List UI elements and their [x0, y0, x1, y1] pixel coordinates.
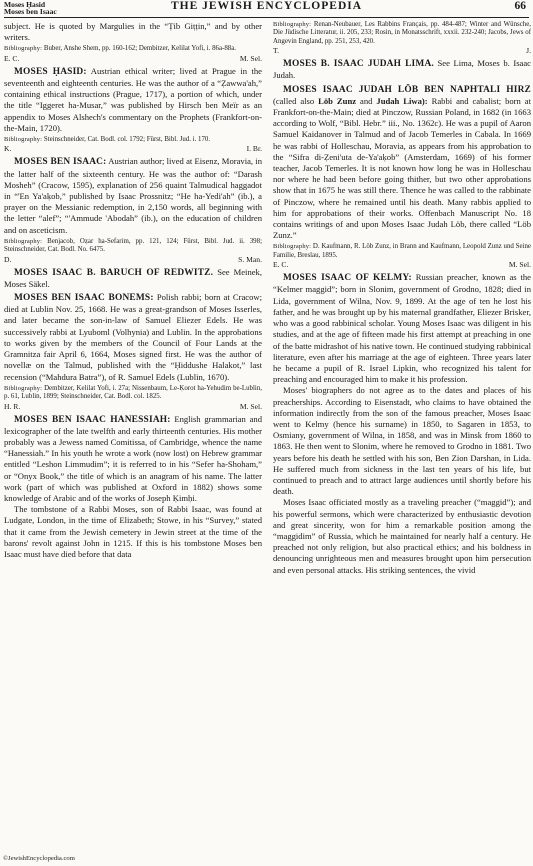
left-column — [4, 21, 262, 560]
bibliography — [273, 21, 531, 46]
editor-initials: K. — [4, 144, 12, 154]
editor-initials: H. R. — [4, 401, 21, 411]
signature — [4, 54, 262, 63]
bibliography — [4, 45, 262, 53]
bibliography — [4, 136, 262, 144]
bibliography-text: D. Kaufmann, R. Löb Zunz, in Brann and Kaufmann, Leopold Zunz und Seine Familie, Breslau, 1895. — [273, 243, 531, 259]
entry-text: and — [360, 95, 373, 106]
bibliography — [273, 243, 531, 260]
cross-reference[interactable]: See Lima, Moses b. Isaac Judah. — [273, 58, 531, 81]
signature — [4, 255, 262, 264]
author-initials: S. Man. — [238, 254, 262, 264]
bibliography-label: Bibliography: — [273, 243, 312, 251]
entry-text: Russian preacher, known as the “Kelmer maggid”; born in Slonim, government of Grodno, 1828; died in Lida, government of Wilna, Nov. 9, 1899. At the age of ten he lost his father, and he was brought up by his maternal grandfather, Eliezer Brisker, who was a good rabbinical scholar. Young Moses Isaac was diligent in his studies, and at the age of fifteen made his first attempt at preaching in one of the batte midrashot of his native town. He continued studying rabbinical literature, even after his marriage at the age of eighteen. Three years later he became a pupil of R. Israel Lipkin, who recognized his talent for preaching and encouraged him to make it his profession. — [273, 272, 531, 385]
headword: MOSES BEN ISAAC HANESSIAH: — [14, 414, 171, 425]
headword: MOSES B. ISAAC JUDAH LIMA. — [283, 59, 434, 70]
page-number: 66 — [514, 0, 526, 12]
bibliography — [4, 238, 262, 255]
alias: Löb Zunz — [318, 95, 357, 106]
bibliography-text: Benjacob, Oẓar ha-Sefarim, pp. 121, 124; Fürst, Bibl. Jud. ii. 398; Steinschneider, Cat. Bodl. No. 6475. — [4, 237, 262, 254]
author-initials: J. — [526, 46, 531, 56]
bibliography-text: Buber, Anshe Shem, pp. 160-162; Dembitzer, Kelilat Yofi, i. 86a-88a. — [43, 45, 237, 53]
author-initials: M. Sel. — [508, 260, 531, 270]
headword: MOSES ḤASID: — [14, 66, 87, 77]
entry-text: Austrian author; lived at Eisenz, Moravia, in the latter half of the sixteenth century. He was the author of: “Darash Mosheh” (Cracow, 1595), explanation of 256 quaint Talmudical haggadot in “'En Ya'aḳob,” published by Isaac Prossnitz; “He ha-Yedi'ah” (ib.), a prayer on the Messianic redemption, in 2,150 words, all beginning with the letter “alef”; “'Ammude 'Abodah” (ib.), on the education of children and on asceticism. — [4, 156, 262, 235]
entry-moses-ben-isaac — [4, 156, 262, 235]
entry-moses-isaac-of-kelmy — [273, 272, 531, 385]
editor-initials: E. C. — [273, 260, 289, 270]
entry-text: English grammarian and lexicographer of the late twelfth and early thirteenth centuries. His mother probably was a Jewess named Comitissa, of Cambridge, whence the name “Hanessiah.” In his youth he wrote a work (now lost) on Hebrew grammar entitled “Leshon Limmudim”; it is referred to in his “Sefer ha-Shoham,” or “Onyx Book,” the title of which is an anagram of his name. The latter work (part of which was published at Oxford in 1882) shows some knowledge of Arabic and of the works of Joseph Ḳimḥi. — [4, 413, 262, 503]
editor-initials: T. — [273, 46, 279, 56]
headword: MOSES BEN ISAAC: — [14, 157, 107, 168]
entry-text: (called also — [273, 95, 315, 106]
signature — [4, 144, 262, 153]
entry-moses-isaac-b-baruch — [4, 267, 262, 290]
author-initials: M. Sel. — [239, 53, 262, 63]
entry-paragraph: Moses Isaac officiated mostly as a traveling preacher (“maggid”); and his powerful sermons, which were characterized by enthusiastic devotion and great sincerity, won for him a remarkable position among the “maggidim” of Russia, which he maintained for nearly half a century. He preached not only religion, but also practical ethics; and his boldness in denouncing unrighteous men and measures brought upon him persecution and even personal attacks. His striking sentences, the vivid — [273, 497, 531, 575]
entry-text: Austrian ethical writer; lived at Prague in the seventeenth and eighteenth centuries. He was the author of a “Ẓawwa'ah,” containing ethical instructions (Prague, 1717), a portion of which, under the title “Iggeret ha-Musar,” was published by Hirsch ben Meïr as an appendix to Moses Alshech's commentary on the Prophets (Frankfort-on-the-Main, 1720). — [4, 65, 262, 133]
signature — [273, 260, 531, 269]
bibliography-label: Bibliography: — [4, 237, 43, 245]
bibliography-label: Bibliography: — [4, 384, 43, 392]
entry-moses-isaac-judah-lob — [273, 84, 531, 242]
bibliography — [4, 385, 262, 402]
entry-paragraph: The tombstone of a Rabbi Moses, son of Rabbi Isaac, was found at Ludgate, London, in the time of Elizabeth; Stowe, in his “Survey,” stated that it came from the Jewish cemetery in Jewin street at the time of the barons' revolt against John in 1215. If this is his tombstone Moses ben Isaac must have died before that data — [4, 504, 262, 559]
headword: MOSES BEN ISAAC BONEMS: — [14, 293, 154, 304]
entry-moses-hasid — [4, 66, 262, 134]
headword: MOSES ISAAC JUDAH LÖB BEN NAPHTALI HIRZ — [283, 84, 531, 95]
cross-reference[interactable]: See Meinek, Moses Säkel. — [4, 266, 263, 289]
entry-text: Rabbi and cabalist; born at Frankfort-on-the-Main; died at Pinczow, Russian Poland, in 1682 (in 1663 according to Wolf, “Bibl. Hebr.” iii., No. 1362c). He was a pupil of Aaron Samuel Kaidanover in Talmud and of Jacob Temerles in Cabala. In 1669 he was rabbi of Holleschau, Moravia, as appears from his approbation to the “Sifra di-Ẓeni'uta de-Ya'aḳob” (Amsterdam, 1669) of his former teacher, Jacob Temerles. It is not known how long he was in Holleschau nor where he had been before going thither, but two other approbations show that in 1675 he was still there. Thence he was called to the rabbinate of Pinczow, where he remained until his death. Many rabbis applied to him for approbations of their works. Offenbach Manuscript No. 18 contains writings of and upon Moses Isaac Judah Löb, there called “Löb Zunz.” — [273, 95, 531, 241]
right-column — [273, 21, 531, 576]
headword: MOSES ISAAC B. BARUCH OF REDWITZ. — [14, 267, 214, 278]
page-title: THE JEWISH ENCYCLOPEDIA — [170, 0, 363, 12]
bibliography-text: Renan-Neubauer, Les Rabbins Français, pp. 484-487; Winter and Wünsche, Die Jüdische Litteratur, ii. 205, 233; Rosin, in Monatsschrift, xxxii. 232-240; Jacobs, Jews of Angevin England, pp. 251, 253, 420. — [273, 21, 531, 45]
bibliography-label: Bibliography: — [4, 45, 43, 53]
bibliography-label: Bibliography: — [273, 21, 312, 28]
entry-moses-b-isaac-judah-lima — [273, 58, 531, 81]
entry-text: Polish rabbi; born at Cracow; died at Lublin Nov. 25, 1668. He was a great-grandson of Moses Isserles, and later became the son-in-law of Samuel Eliezer Edels. He was successively rabbi at Lyuboml (Volhynia) and Lublin. In the approbations to works given by the members of the Council of Four Lands at the Gramnitza fair April 6, 1664, Moses signed first. He was the author of novellæ on the Talmud, published with the “Ḥiddushe Halakot,” last recension (“Mahdura Batra”), of R. Samuel Edels (Lublin, 1670). — [4, 292, 263, 382]
editor-initials: E. C. — [4, 53, 20, 63]
page-header — [4, 0, 529, 16]
running-head-line-1: Moses Ḥasid — [4, 0, 46, 9]
header-rule — [4, 17, 529, 18]
signature — [4, 402, 262, 411]
entry-moses-ben-isaac-bonems — [4, 292, 262, 383]
running-head-line-2: Moses ben Isaac — [4, 7, 57, 17]
alias: Judah Liwa): — [376, 95, 428, 106]
author-initials: M. Sel. — [239, 401, 262, 411]
bibliography-label: Bibliography: — [4, 136, 43, 144]
bibliography-text: Steinschneider, Cat. Bodl. col. 1792; Fürst, Bibl. Jud. i. 170. — [43, 136, 211, 144]
entry-paragraph: Moses' biographers do not agree as to the dates and places of his preacherships. According to Eisenstadt, who claims to have obtained the information indirectly from the son of the famous preacher, Moses Isaac went to Kelmy (hence his surname) in 1850, to Sagaren in 1853, to Osmiany, government of Wilna, in 1858, and was in Minsk from 1860 to 1863. He then went to Slonim, where he removed to Grodno in 1881. Two years before his death he settled with his son, Ben Zion Darshan, in Lida. He suffered much from sickness in the last ten years of his life, but continued to preach and to attract large audiences until shortly before his death. — [273, 385, 531, 497]
signature — [273, 46, 531, 55]
copyright-footer[interactable]: ©JewishEncyclopedia.com — [3, 855, 75, 862]
headword: MOSES ISAAC OF KELMY: — [283, 273, 412, 284]
bibliography-text: Dembitzer, Kelilat Yofi, i. 27a; Nissenbaum, Le-Ḳorot ha-Yehudim be-Lublin, p. 61, Lublin, 1899; Steinschneider, Cat. Bodl. col. 1825. — [4, 384, 262, 401]
author-initials: I. Br. — [246, 144, 262, 154]
entry-moses-ben-isaac-hanessiah — [4, 414, 262, 505]
editor-initials: D. — [4, 254, 12, 264]
continued-text: subject. He is quoted by Margulies in the “Ṭib Giṭṭin,” and by other writers. — [4, 21, 262, 43]
